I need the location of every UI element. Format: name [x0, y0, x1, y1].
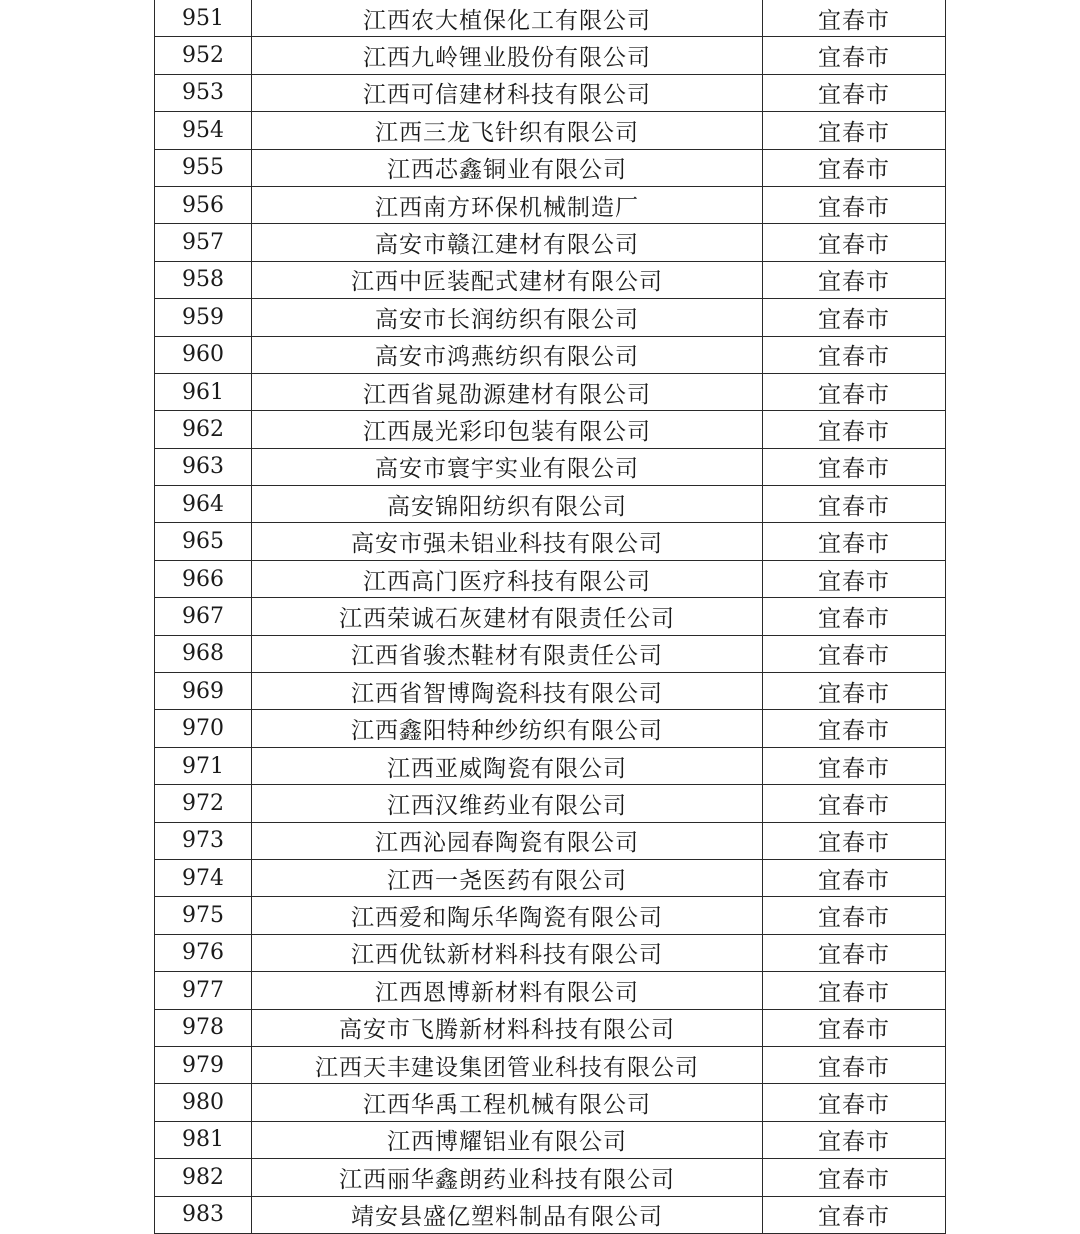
city-cell: 宜春市: [763, 1159, 946, 1196]
company-name-cell: 高安市长润纺织有限公司: [252, 299, 763, 336]
row-number-cell: 961: [155, 373, 252, 410]
city-cell: 宜春市: [763, 785, 946, 822]
row-number-cell: 967: [155, 598, 252, 635]
city-cell: 宜春市: [763, 934, 946, 971]
company-name-cell: 江西省晁劭源建材有限公司: [252, 373, 763, 410]
company-name-cell: 江西省骏杰鞋材有限责任公司: [252, 635, 763, 672]
table-row: [155, 411, 946, 448]
row-number-cell: 965: [155, 523, 252, 560]
city-cell: 宜春市: [763, 1009, 946, 1046]
row-number-cell: 952: [155, 37, 252, 74]
table-row: [155, 224, 946, 261]
table-row: [155, 0, 946, 37]
city-cell: 宜春市: [763, 1121, 946, 1158]
row-number-cell: 960: [155, 336, 252, 373]
city-cell: 宜春市: [763, 635, 946, 672]
company-list-table: [154, 0, 946, 1234]
company-name-cell: 江西天丰建设集团管业科技有限公司: [252, 1046, 763, 1083]
row-number-cell: 979: [155, 1046, 252, 1083]
table-row: [155, 1121, 946, 1158]
company-name-cell: 江西沁园春陶瓷有限公司: [252, 822, 763, 859]
city-cell: 宜春市: [763, 448, 946, 485]
city-cell: 宜春市: [763, 112, 946, 149]
city-cell: 宜春市: [763, 261, 946, 298]
company-name-cell: 江西鑫阳特种纱纺织有限公司: [252, 710, 763, 747]
company-name-cell: 江西九岭锂业股份有限公司: [252, 37, 763, 74]
city-cell: 宜春市: [763, 897, 946, 934]
row-number-cell: 974: [155, 859, 252, 896]
row-number-cell: 973: [155, 822, 252, 859]
table-row: [155, 186, 946, 223]
table-row: [155, 448, 946, 485]
table-row: [155, 149, 946, 186]
row-number-cell: 955: [155, 149, 252, 186]
table-row: [155, 897, 946, 934]
city-cell: 宜春市: [763, 560, 946, 597]
row-number-cell: 958: [155, 261, 252, 298]
row-number-cell: 977: [155, 972, 252, 1009]
city-cell: 宜春市: [763, 336, 946, 373]
city-cell: 宜春市: [763, 373, 946, 410]
company-name-cell: 江西一尧医药有限公司: [252, 859, 763, 896]
company-name-cell: 江西可信建材科技有限公司: [252, 74, 763, 111]
city-cell: 宜春市: [763, 186, 946, 223]
table-row: [155, 1046, 946, 1083]
row-number-cell: 953: [155, 74, 252, 111]
city-cell: 宜春市: [763, 859, 946, 896]
table-row: [155, 673, 946, 710]
city-cell: 宜春市: [763, 149, 946, 186]
city-cell: 宜春市: [763, 822, 946, 859]
company-name-cell: 江西华禹工程机械有限公司: [252, 1084, 763, 1121]
company-name-cell: 靖安县盛亿塑料制品有限公司: [252, 1196, 763, 1233]
row-number-cell: 957: [155, 224, 252, 261]
company-name-cell: 江西恩博新材料有限公司: [252, 972, 763, 1009]
table-row: [155, 747, 946, 784]
table-row: [155, 112, 946, 149]
city-cell: 宜春市: [763, 224, 946, 261]
company-name-cell: 高安市飞腾新材料科技有限公司: [252, 1009, 763, 1046]
table-row: [155, 635, 946, 672]
table-row: [155, 934, 946, 971]
table-row: [155, 1084, 946, 1121]
company-list-table-wrap: [154, 0, 942, 1234]
table-row: [155, 486, 946, 523]
table-row: [155, 785, 946, 822]
company-name-cell: 江西亚威陶瓷有限公司: [252, 747, 763, 784]
row-number-cell: 970: [155, 710, 252, 747]
company-name-cell: 江西省智博陶瓷科技有限公司: [252, 673, 763, 710]
row-number-cell: 962: [155, 411, 252, 448]
row-number-cell: 968: [155, 635, 252, 672]
city-cell: 宜春市: [763, 710, 946, 747]
table-body: [155, 0, 946, 1233]
table-row: [155, 1196, 946, 1233]
table-row: [155, 523, 946, 560]
city-cell: 宜春市: [763, 486, 946, 523]
table-row: [155, 336, 946, 373]
table-row: [155, 74, 946, 111]
row-number-cell: 964: [155, 486, 252, 523]
city-cell: 宜春市: [763, 411, 946, 448]
city-cell: 宜春市: [763, 74, 946, 111]
row-number-cell: 981: [155, 1121, 252, 1158]
row-number-cell: 963: [155, 448, 252, 485]
company-name-cell: 江西汉维药业有限公司: [252, 785, 763, 822]
company-name-cell: 江西南方环保机械制造厂: [252, 186, 763, 223]
table-row: [155, 1009, 946, 1046]
table-row: [155, 299, 946, 336]
company-name-cell: 江西三龙飞针织有限公司: [252, 112, 763, 149]
table-row: [155, 859, 946, 896]
city-cell: 宜春市: [763, 972, 946, 1009]
company-name-cell: 高安锦阳纺织有限公司: [252, 486, 763, 523]
table-row: [155, 560, 946, 597]
city-cell: 宜春市: [763, 523, 946, 560]
table-row: [155, 710, 946, 747]
row-number-cell: 954: [155, 112, 252, 149]
table-row: [155, 972, 946, 1009]
row-number-cell: 980: [155, 1084, 252, 1121]
company-name-cell: 江西农大植保化工有限公司: [252, 0, 763, 37]
row-number-cell: 975: [155, 897, 252, 934]
company-name-cell: 高安市寰宇实业有限公司: [252, 448, 763, 485]
row-number-cell: 983: [155, 1196, 252, 1233]
company-name-cell: 江西中匠装配式建材有限公司: [252, 261, 763, 298]
city-cell: 宜春市: [763, 1196, 946, 1233]
table-row: [155, 261, 946, 298]
company-name-cell: 高安市赣江建材有限公司: [252, 224, 763, 261]
table-row: [155, 822, 946, 859]
table-row: [155, 373, 946, 410]
company-name-cell: 高安市鸿燕纺织有限公司: [252, 336, 763, 373]
company-name-cell: 江西荣诚石灰建材有限责任公司: [252, 598, 763, 635]
row-number-cell: 976: [155, 934, 252, 971]
company-name-cell: 江西优钛新材料科技有限公司: [252, 934, 763, 971]
company-name-cell: 江西晟光彩印包装有限公司: [252, 411, 763, 448]
table-row: [155, 598, 946, 635]
city-cell: 宜春市: [763, 598, 946, 635]
row-number-cell: 978: [155, 1009, 252, 1046]
company-name-cell: 江西爱和陶乐华陶瓷有限公司: [252, 897, 763, 934]
company-name-cell: 江西芯鑫铜业有限公司: [252, 149, 763, 186]
company-name-cell: 高安市强未铝业科技有限公司: [252, 523, 763, 560]
table-row: [155, 1159, 946, 1196]
city-cell: 宜春市: [763, 37, 946, 74]
row-number-cell: 971: [155, 747, 252, 784]
row-number-cell: 966: [155, 560, 252, 597]
company-name-cell: 江西高门医疗科技有限公司: [252, 560, 763, 597]
company-name-cell: 江西丽华鑫朗药业科技有限公司: [252, 1159, 763, 1196]
city-cell: 宜春市: [763, 1046, 946, 1083]
row-number-cell: 982: [155, 1159, 252, 1196]
table-row: [155, 37, 946, 74]
city-cell: 宜春市: [763, 299, 946, 336]
city-cell: 宜春市: [763, 0, 946, 37]
city-cell: 宜春市: [763, 1084, 946, 1121]
row-number-cell: 951: [155, 0, 252, 37]
city-cell: 宜春市: [763, 673, 946, 710]
row-number-cell: 959: [155, 299, 252, 336]
city-cell: 宜春市: [763, 747, 946, 784]
row-number-cell: 969: [155, 673, 252, 710]
row-number-cell: 956: [155, 186, 252, 223]
row-number-cell: 972: [155, 785, 252, 822]
company-name-cell: 江西博耀铝业有限公司: [252, 1121, 763, 1158]
